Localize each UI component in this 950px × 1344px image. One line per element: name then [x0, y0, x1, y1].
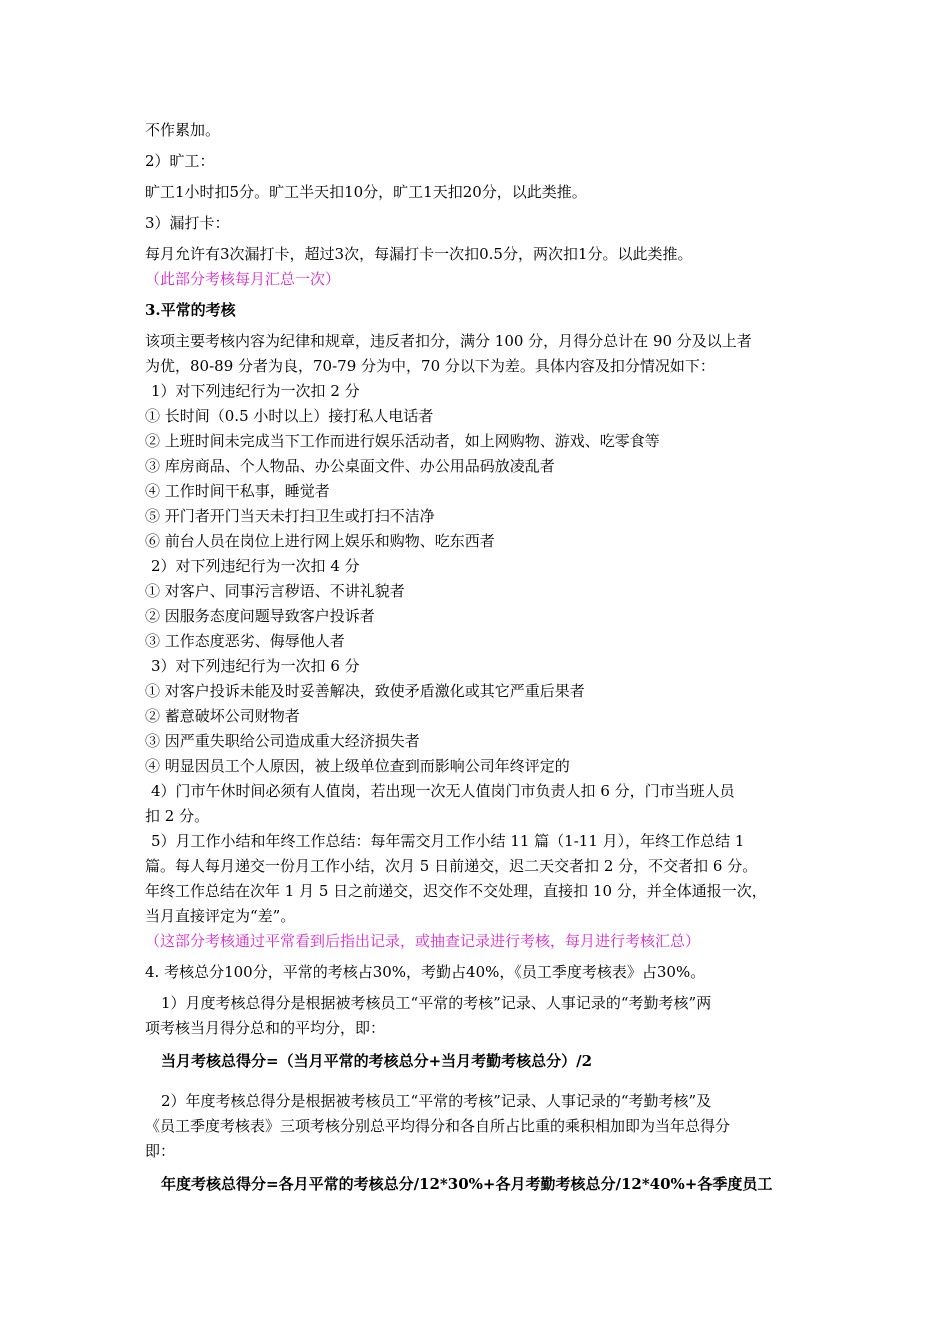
text-line: 为优，80-89 分者为良，70-79 分为中，70 分以下为差。具体内容及扣分情况如下： [145, 357, 715, 375]
list-item: ① 长时间（0.5 小时以上）接打私人电话者 [145, 407, 434, 425]
annual-score-formula: 年度考核总得分=各月平常的考核总分/12*30%+各月考勤考核总分/12*40%+各季度员工 [161, 1175, 773, 1193]
list-item: ⑤ 开门者开门当天未打扫卫生或打扫不洁净 [145, 507, 435, 525]
text-line: 《员工季度考核表》三项考核分别总平均得分和各自所占比重的乘积相加即为当年总得分 [145, 1117, 731, 1135]
list-item: ③ 库房商品、个人物品、办公桌面文件、办公用品码放凌乱者 [145, 457, 555, 475]
list-item: ⑥ 前台人员在岗位上进行网上娱乐和购物、吃东西者 [145, 532, 495, 550]
text-line: 年终工作总结在次年 1 月 5 日之前递交，迟交作不交处理，直接扣 10 分，并全体通报一次， [145, 882, 767, 900]
section-heading-missed-punch: 3）漏打卡： [145, 214, 230, 232]
text-line: 该项主要考核内容为纪律和规章，违反者扣分，满分 100 分，月得分总计在 90 分及以上者 [145, 332, 752, 350]
text-line: 1）月度考核总得分是根据被考核员工“平常的考核”记录、人事记录的“考勤考核”两 [161, 994, 712, 1012]
note-line: （这部分考核通过平常看到后指出记录，或抽查记录进行考核，每月进行考核汇总） [145, 932, 701, 950]
list-item: ① 对客户投诉未能及时妥善解决，致使矛盾激化或其它严重后果者 [145, 682, 585, 700]
text-line: 每月允许有3次漏打卡，超过3次，每漏打卡一次扣0.5分，两次扣1分。以此类推。 [145, 245, 693, 263]
text-line: 扣 2 分。 [145, 807, 210, 825]
sub-heading: 1）对下列违纪行为一次扣 2 分 [151, 382, 360, 400]
list-item: ① 对客户、同事污言秽语、不讲礼貌者 [145, 582, 405, 600]
sub-heading: 5）月工作小结和年终工作总结：每年需交月工作小结 11 篇（1-11 月），年终工作总结 1 [151, 832, 745, 850]
list-item: ④ 工作时间干私事，睡觉者 [145, 482, 330, 500]
list-item: ④ 明显因员工个人原因，被上级单位查到而影响公司年终评定的 [145, 757, 570, 775]
list-item: ② 因服务态度问题导致客户投诉者 [145, 607, 375, 625]
text-line: 不作累加。 [145, 121, 221, 139]
sub-heading: 2）对下列违纪行为一次扣 4 分 [151, 557, 360, 575]
monthly-score-formula: 当月考核总得分=（当月平常的考核总分+当月考勤考核总分）/2 [161, 1052, 593, 1070]
text-line: 项考核当月得分总和的平均分，即： [145, 1019, 386, 1037]
list-item: ② 蓄意破坏公司财物者 [145, 707, 300, 725]
text-line: 旷工1小时扣5分。旷工半天扣10分，旷工1天扣20分，以此类推。 [145, 183, 587, 201]
text-line: 即： [145, 1142, 176, 1160]
list-item: ② 上班时间未完成当下工作而进行娱乐活动者，如上网购物、游戏、吃零食等 [145, 432, 660, 450]
section-heading-absence: 2）旷工： [145, 152, 215, 170]
text-line: 2）年度考核总得分是根据被考核员工“平常的考核”记录、人事记录的“考勤考核”及 [161, 1092, 712, 1110]
note-line: （此部分考核每月汇总一次） [145, 270, 341, 288]
text-line: 当月直接评定为“差”。 [145, 907, 296, 925]
list-item: ③ 工作态度恶劣、侮辱他人者 [145, 632, 345, 650]
sub-heading: 3）对下列违纪行为一次扣 6 分 [151, 657, 360, 675]
sub-heading: 4）门市午休时间必须有人值岗，若出现一次无人值岗门市负责人扣 6 分，门市当班人员 [151, 782, 735, 800]
section-heading-regular-assessment: 3.平常的考核 [145, 301, 236, 319]
text-line: 篇。每人每月递交一份月工作小结，次月 5 日前递交，迟二天交者扣 2 分，不交者扣 6 分。 [145, 857, 758, 875]
list-item: ③ 因严重失职给公司造成重大经济损失者 [145, 732, 420, 750]
document-page [145, 118, 813, 1212]
section-heading-total-score: 4. 考核总分100分，平常的考核占30%，考勤占40%，《员工季度考核表》占30%。 [145, 963, 706, 981]
